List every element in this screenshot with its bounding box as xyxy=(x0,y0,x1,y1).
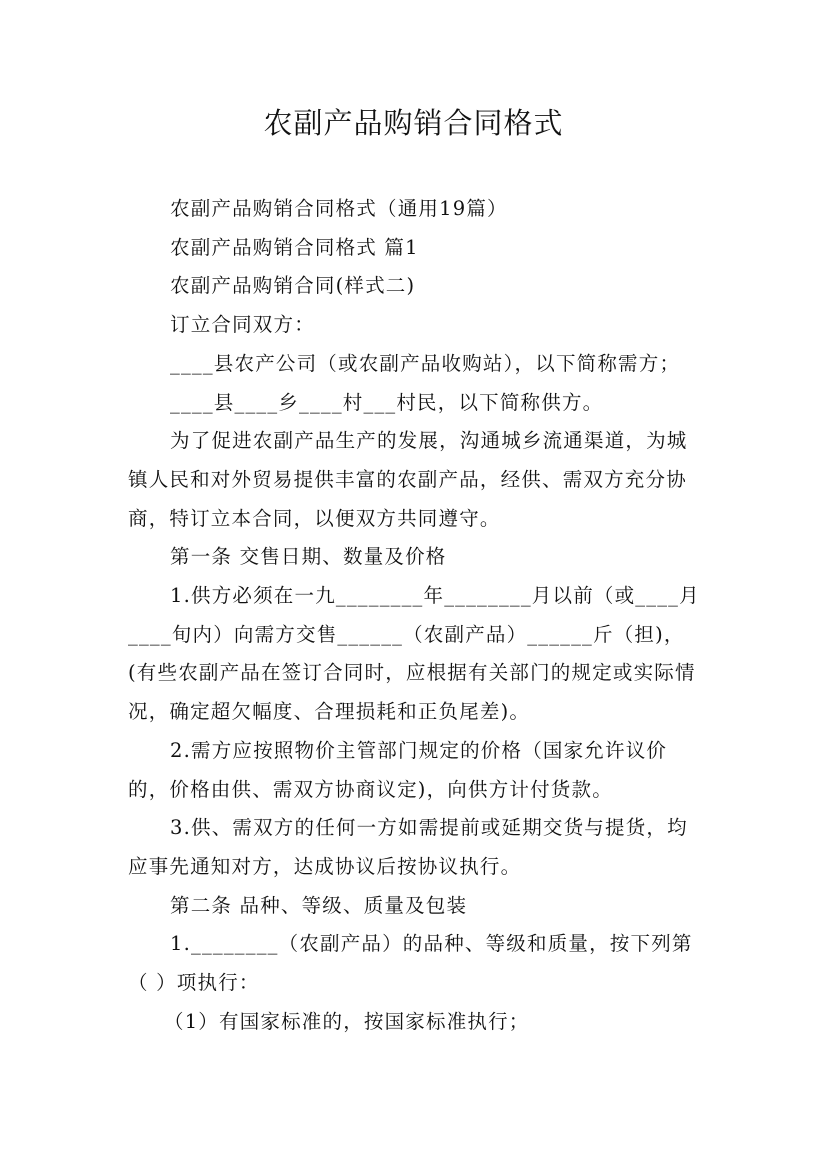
document-body xyxy=(128,190,706,1041)
paragraph-buyer: ____县农产公司（或农副产品收购站），以下简称需方； xyxy=(170,351,681,375)
paragraph-section-heading: 农副产品购销合同格式 篇1 xyxy=(170,235,419,259)
paragraph-article-2-clause-1: 1.________（农副产品）的品种、等级和质量，按下列第（ ）项执行： xyxy=(128,932,693,995)
paragraph-article-1-heading: 第一条 交售日期、数量及价格 xyxy=(170,545,447,569)
paragraph-article-1-clause-2: 2.需方应按照物价主管部门规定的价格（国家允许议价的，价格由供、需双方协商议定)，向供方计付货款。 xyxy=(128,738,668,801)
document-title: 农副产品购销合同格式 xyxy=(263,106,564,140)
paragraph-contract-name: 农副产品购销合同(样式二) xyxy=(170,274,416,298)
paragraph-seller: ____县____乡____村___村民，以下简称供方。 xyxy=(170,390,604,414)
paragraph-parties-label: 订立合同双方： xyxy=(170,313,315,337)
paragraph-subtitle: 农副产品购销合同格式（通用19篇） xyxy=(170,197,508,220)
paragraph-article-1-clause-1: 1.供方必须在一九________年________月以前（或____月____旬内）向需方交售______（农副产品）______斤（担)，(有些农副产品在签订合同时，应根据有关部门的规定或实际情况，确定超欠幅度、合理损耗和正负尾差)。 xyxy=(128,584,700,724)
paragraph-article-2-heading: 第二条 品种、等级、质量及包装 xyxy=(170,893,468,917)
paragraph-preamble: 为了促进农副产品生产的发展，沟通城乡流通渠道，为城镇人民和对外贸易提供丰富的农副产品，经供、需双方充分协商，特订立本合同，以便双方共同遵守。 xyxy=(128,429,688,530)
paragraph-article-2-item-1: （1）有国家标准的，按国家标准执行； xyxy=(164,1009,530,1033)
paragraph-article-1-clause-3: 3.供、需双方的任何一方如需提前或延期交货与提货，均应事先通知对方，达成协议后按协议执行。 xyxy=(128,816,688,878)
